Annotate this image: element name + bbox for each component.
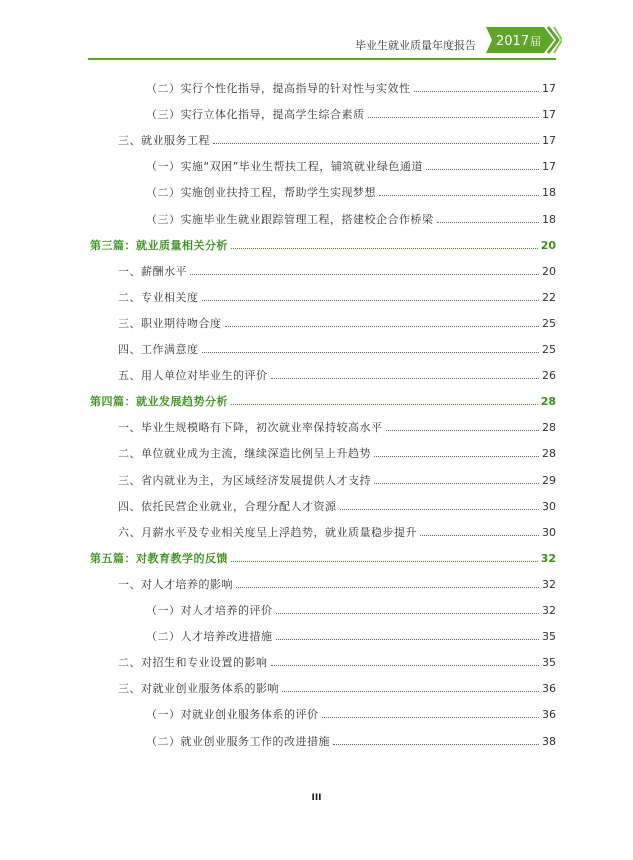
toc-entry-page: 32 — [540, 552, 556, 565]
dot-leader — [437, 222, 540, 223]
badge-suffix: 届 — [530, 35, 541, 48]
toc-entry[interactable] — [118, 133, 556, 149]
badge-year: 2017 — [496, 34, 530, 49]
year-badge-icon — [486, 25, 562, 55]
dot-leader — [231, 404, 538, 405]
toc-entry[interactable] — [146, 629, 556, 645]
toc-entry-page: 30 — [542, 526, 556, 539]
toc-entry[interactable] — [118, 577, 556, 593]
toc-chapter[interactable] — [90, 394, 556, 410]
toc-entry[interactable] — [118, 446, 556, 462]
dot-leader — [426, 169, 539, 170]
dot-leader — [414, 91, 540, 92]
page-number: III — [311, 793, 322, 803]
dot-leader — [374, 483, 539, 484]
dot-leader — [236, 587, 539, 588]
toc-entry[interactable] — [146, 81, 556, 97]
dot-leader — [202, 300, 540, 301]
dot-leader — [202, 352, 540, 353]
toc-entry-label: 第五篇：对教育教学的反馈 — [90, 552, 228, 565]
toc-entry-label: 二、对招生和专业设置的影响 — [118, 656, 268, 669]
toc-entry[interactable] — [118, 264, 556, 280]
dot-leader — [276, 613, 540, 614]
toc-entry-page: 25 — [542, 343, 556, 356]
toc-entry-page: 36 — [542, 708, 556, 721]
dot-leader — [374, 456, 539, 457]
toc-entry-label: （一）对就业创业服务体系的评价 — [146, 708, 319, 721]
toc-entry-label: 二、专业相关度 — [118, 291, 199, 304]
toc-entry-label: 四、依托民营企业就业，合理分配人才资源 — [118, 500, 337, 513]
toc-entry[interactable] — [118, 290, 556, 306]
toc-entry-label: 三、对就业创业服务体系的影响 — [118, 682, 279, 695]
toc-chapter[interactable] — [90, 238, 556, 254]
toc-entry-page: 17 — [542, 82, 556, 95]
toc-entry-label: 五、用人单位对毕业生的评价 — [118, 369, 268, 382]
toc-entry[interactable] — [118, 525, 556, 541]
dot-leader — [386, 430, 540, 431]
toc-entry-page: 17 — [542, 108, 556, 121]
toc-entry-page: 17 — [542, 134, 556, 147]
toc-entry-label: 一、毕业生规模略有下降，初次就业率保持较高水平 — [118, 421, 383, 434]
dot-leader — [322, 717, 540, 718]
toc-entry-page: 32 — [542, 604, 556, 617]
dot-leader — [271, 665, 540, 666]
toc-entry-page: 25 — [542, 317, 556, 330]
dot-leader — [340, 509, 540, 510]
toc-entry-label: 六、月薪水平及专业相关度呈上浮趋势，就业质量稳步提升 — [118, 526, 417, 539]
toc-entry-page: 28 — [540, 395, 556, 408]
toc-entry-page: 17 — [542, 160, 556, 173]
toc-entry[interactable] — [118, 655, 556, 671]
toc-entry-page: 32 — [542, 578, 556, 591]
toc-entry-label: （二）就业创业服务工作的改进措施 — [146, 735, 330, 748]
toc-entry-label: （二）实施创业扶持工程，帮助学生实现梦想 — [146, 186, 376, 199]
toc-entry-page: 36 — [542, 682, 556, 695]
dot-leader — [368, 117, 540, 118]
toc-entry-label: 一、对人才培养的影响 — [118, 578, 233, 591]
toc-entry-label: 三、职业期待吻合度 — [118, 317, 222, 330]
toc-entry[interactable] — [146, 212, 556, 228]
toc-entry-page: 35 — [542, 656, 556, 669]
toc-entry-label: 三、就业服务工程 — [118, 134, 210, 147]
toc-entry[interactable] — [146, 159, 556, 175]
toc-entry-page: 29 — [542, 474, 556, 487]
dot-leader — [213, 143, 539, 144]
toc-entry-page: 38 — [542, 735, 556, 748]
dot-leader — [333, 744, 539, 745]
toc-entry-page: 30 — [542, 500, 556, 513]
page-header — [88, 28, 556, 60]
toc-entry-label: 三、省内就业为主，为区域经济发展提供人才支持 — [118, 474, 371, 487]
toc-entry-label: 第四篇：就业发展趋势分析 — [90, 395, 228, 408]
toc-entry[interactable] — [118, 473, 556, 489]
toc-entry-page: 20 — [540, 239, 556, 252]
header-title: 毕业生就业质量年度报告 — [355, 39, 476, 52]
toc-entry-page: 18 — [542, 213, 556, 226]
toc-entry-label: （一）实施“双困”毕业生帮扶工程，铺筑就业绿色通道 — [146, 160, 423, 173]
toc-entry-label: 四、工作满意度 — [118, 343, 199, 356]
toc-entry-page: 35 — [542, 630, 556, 643]
toc-entry-label: 第三篇：就业质量相关分析 — [90, 239, 228, 252]
toc-entry-page: 18 — [542, 186, 556, 199]
toc-entry-page: 28 — [542, 421, 556, 434]
toc-entry[interactable] — [118, 316, 556, 332]
toc-entry[interactable] — [118, 499, 556, 515]
toc-entry-label: （二）人才培养改进措施 — [146, 630, 273, 643]
dot-leader — [282, 691, 539, 692]
toc-entry[interactable] — [146, 107, 556, 123]
toc-entry[interactable] — [118, 368, 556, 384]
toc-entry[interactable] — [118, 420, 556, 436]
toc-entry-label: 二、单位就业成为主流，继续深造比例呈上升趋势 — [118, 447, 371, 460]
dot-leader — [225, 326, 540, 327]
toc-entry[interactable] — [146, 707, 556, 723]
dot-leader — [190, 274, 539, 275]
toc-entry[interactable] — [118, 681, 556, 697]
dot-leader — [231, 248, 538, 249]
toc-entry-label: （一）对人才培养的评价 — [146, 604, 273, 617]
toc-chapter[interactable] — [90, 551, 556, 567]
toc-entry[interactable] — [118, 342, 556, 358]
toc-entry-label: （三）实施毕业生就业跟踪管理工程，搭建校企合作桥梁 — [146, 213, 434, 226]
toc-entry-label: 一、薪酬水平 — [118, 265, 187, 278]
dot-leader — [420, 535, 539, 536]
toc-entry-page: 22 — [542, 291, 556, 304]
dot-leader — [276, 639, 540, 640]
toc-entry[interactable] — [146, 185, 556, 201]
toc-entry[interactable] — [146, 734, 556, 750]
dot-leader — [231, 561, 538, 562]
toc-entry-page: 20 — [542, 265, 556, 278]
dot-leader — [271, 378, 540, 379]
toc-entry-page: 28 — [542, 447, 556, 460]
dot-leader — [379, 195, 539, 196]
toc-entry[interactable] — [146, 603, 556, 619]
toc-entry-label: （三）实行立体化指导，提高学生综合素质 — [146, 108, 365, 121]
toc-entry-page: 26 — [542, 369, 556, 382]
toc-entry-label: （二）实行个性化指导，提高指导的针对性与实效性 — [146, 82, 411, 95]
